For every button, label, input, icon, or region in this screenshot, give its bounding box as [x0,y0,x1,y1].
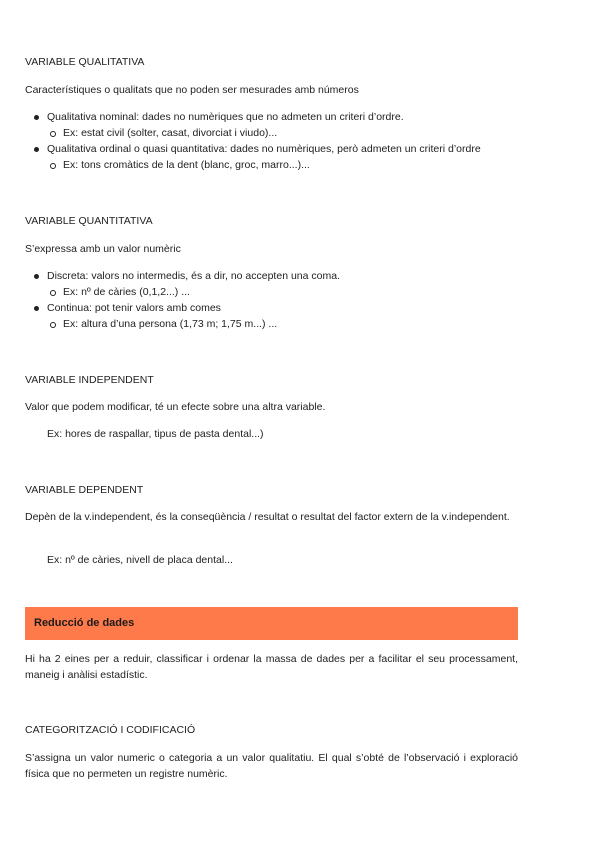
sub-list-item: Ex: nº de càries (0,1,2...) ... [47,284,518,300]
heading-categoritzacio-codificacio: CATEGORITZACIÓ I CODIFICACIÓ [25,724,196,736]
heading-variable-quantitativa: VARIABLE QUANTITATIVA [25,215,153,227]
section-title: Reducció de dades [34,617,135,629]
heading-variable-independent: VARIABLE INDEPENDENT [25,374,154,386]
sub-list-item: Ex: altura d’una persona (1,73 m; 1,75 m...) ... [47,316,518,332]
qualitativa-list [25,109,518,173]
heading-variable-qualitativa: VARIABLE QUALITATIVA [25,56,145,68]
list-item-label: Qualitativa nominal: dades no numèriques que no admeten un criteri d’ordre. [47,111,404,123]
qualitativa-description: Característiques o qualitats que no poden ser mesurades amb números [25,84,359,96]
categoritzacio-description: S’assigna un valor numeric o categoria a un valor qualitatiu. El qual s’obté de l’observació i exploració física que no permeten un registre numèric. [25,752,518,780]
sub-list-item: Ex: tons cromàtics de la dent (blanc, groc, marro...)... [47,157,518,173]
list-item [25,141,518,173]
reduccio-description: Hi ha 2 eines per a reduir, classificar i ordenar la massa de dades per a facilitar el seu processament, maneig i anàlisi estadístic. [25,653,518,681]
dependent-description: Depèn de la v.independent, és la conseqüència / resultat o resultat del factor extern de la v.independent. [25,511,510,523]
dependent-example: Ex: nº de càries, nivell de placa dental... [47,554,233,566]
list-item-label: Discreta: valors no intermedis, és a dir, no accepten una coma. [47,270,340,282]
list-item [25,268,518,300]
heading-variable-dependent: VARIABLE DEPENDENT [25,484,144,496]
section-header-reduccio-de-dades [25,607,518,640]
quantitativa-description: S’expressa amb un valor numèric [25,243,181,255]
independent-description: Valor que podem modificar, té un efecte sobre una altra variable. [25,401,326,413]
list-item [25,300,518,332]
list-item-label: Qualitativa ordinal o quasi quantitativa: dades no numèriques, però admeten un criteri d’ordre [47,143,481,155]
quantitativa-list [25,268,518,332]
sub-list-item: Ex: estat civil (solter, casat, divorciat i viudo)... [47,125,518,141]
independent-example: Ex: hores de raspallar, tipus de pasta dental...) [47,428,264,440]
list-item [25,109,518,141]
list-item-label: Continua: pot tenir valors amb comes [47,302,221,314]
